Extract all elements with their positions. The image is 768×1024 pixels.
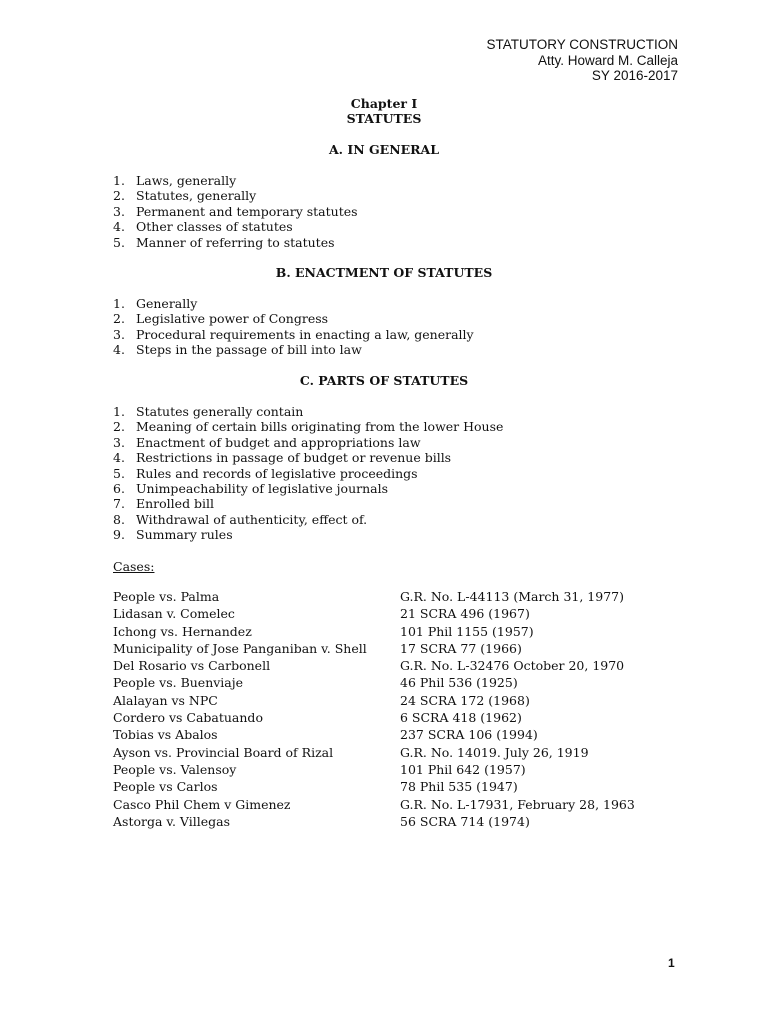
case-citation: 56 SCRA 714 (1974) bbox=[400, 813, 530, 829]
table-row bbox=[113, 588, 703, 605]
list-item-number: 5. bbox=[113, 234, 125, 250]
list-item-text: Unimpeachability of legislative journals bbox=[136, 481, 389, 497]
table-row bbox=[113, 640, 703, 657]
table-row bbox=[113, 692, 703, 709]
list-item-text: Steps in the passage of bill into law bbox=[136, 342, 362, 358]
list-item-text: Rules and records of legislative proceedings bbox=[136, 465, 418, 481]
case-citation: G.R. No. L-44113 (March 31, 1977) bbox=[400, 589, 624, 604]
cases-label: Cases: bbox=[113, 559, 155, 574]
list-item-number: 6. bbox=[113, 481, 125, 497]
list-item bbox=[113, 296, 474, 311]
list-item-text: Restrictions in passage of budget or revenue bills bbox=[136, 450, 452, 466]
table-row bbox=[113, 623, 703, 640]
list-item-text: Permanent and temporary statutes bbox=[136, 203, 358, 219]
table-row bbox=[113, 605, 703, 622]
case-name: Tobias vs Abalos bbox=[113, 727, 218, 743]
list-item-number: 4. bbox=[113, 450, 125, 466]
case-name: Municipality of Jose Panganiban v. Shell bbox=[113, 640, 367, 656]
case-name: Cordero vs Cabatuando bbox=[113, 710, 263, 726]
list-item-number: 1. bbox=[113, 404, 125, 419]
section-heading-b: B. ENACTMENT OF STATUTES bbox=[275, 265, 493, 280]
case-citation: 17 SCRA 77 (1966) bbox=[400, 640, 522, 656]
school-year: SY 2016-2017 bbox=[591, 68, 678, 83]
list-item bbox=[113, 311, 474, 326]
case-name: People vs. Valensoy bbox=[113, 761, 237, 777]
list-item-text: Other classes of statutes bbox=[136, 219, 293, 235]
case-name: People vs. Palma bbox=[113, 589, 220, 604]
list-item-text: Procedural requirements in enacting a law, generally bbox=[136, 326, 474, 342]
case-citation: G.R. No. 14019. July 26, 1919 bbox=[400, 744, 589, 760]
list-item-text: Withdrawal of authenticity, effect of. bbox=[136, 511, 368, 527]
list-item bbox=[113, 188, 358, 203]
list-item-text: Statutes generally contain bbox=[136, 404, 304, 419]
case-citation: G.R. No. L-17931, February 28, 1963 bbox=[400, 796, 635, 812]
section-heading-a: A. IN GENERAL bbox=[328, 142, 440, 157]
cases-table bbox=[113, 588, 703, 830]
case-name: Ichong vs. Hernandez bbox=[113, 623, 252, 639]
list-item-text: Enrolled bill bbox=[136, 496, 215, 512]
chapter-title: STATUTES bbox=[346, 111, 422, 126]
section-a-list bbox=[113, 173, 358, 250]
table-row bbox=[113, 778, 703, 795]
case-citation: 101 Phil 642 (1957) bbox=[400, 761, 526, 777]
course-title: STATUTORY CONSTRUCTION bbox=[486, 37, 678, 52]
case-citation: G.R. No. L-32476 October 20, 1970 bbox=[400, 658, 625, 674]
case-citation: 21 SCRA 496 (1967) bbox=[400, 606, 530, 622]
case-name: Casco Phil Chem v Gimenez bbox=[113, 796, 291, 812]
section-b-list bbox=[113, 296, 474, 358]
list-item-number: 1. bbox=[113, 173, 125, 188]
list-item-number: 4. bbox=[113, 219, 125, 235]
case-name: Lidasan v. Comelec bbox=[113, 606, 235, 622]
case-citation: 237 SCRA 106 (1994) bbox=[400, 727, 538, 743]
case-name: People vs Carlos bbox=[113, 779, 218, 795]
table-row bbox=[113, 796, 703, 813]
table-row bbox=[113, 657, 703, 674]
list-item bbox=[113, 204, 358, 219]
list-item bbox=[113, 466, 503, 481]
list-item-number: 1. bbox=[113, 296, 125, 311]
list-item-number: 3. bbox=[113, 326, 125, 342]
list-item bbox=[113, 481, 503, 496]
case-citation: 24 SCRA 172 (1968) bbox=[400, 692, 530, 708]
case-citation: 101 Phil 1155 (1957) bbox=[400, 623, 534, 639]
list-item-number: 2. bbox=[113, 311, 125, 327]
chapter-label: Chapter I bbox=[350, 96, 418, 111]
list-item-number: 8. bbox=[113, 511, 125, 527]
table-row bbox=[113, 674, 703, 691]
case-name: Astorga v. Villegas bbox=[113, 813, 230, 829]
list-item bbox=[113, 419, 503, 434]
case-name: Ayson vs. Provincial Board of Rizal bbox=[113, 744, 334, 760]
list-item bbox=[113, 512, 503, 527]
list-item-number: 7. bbox=[113, 496, 125, 512]
list-item bbox=[113, 342, 474, 357]
case-name: People vs. Buenviaje bbox=[113, 675, 244, 691]
list-item-text: Summary rules bbox=[136, 527, 233, 543]
section-c-list bbox=[113, 404, 503, 543]
case-name: Del Rosario vs Carbonell bbox=[113, 658, 271, 674]
list-item bbox=[113, 435, 503, 450]
list-item bbox=[113, 235, 358, 250]
document-header bbox=[486, 37, 678, 84]
list-item-number: 2. bbox=[113, 188, 125, 204]
list-item-text: Statutes, generally bbox=[136, 188, 257, 204]
list-item bbox=[113, 404, 503, 419]
list-item-text: Legislative power of Congress bbox=[136, 311, 329, 327]
list-item bbox=[113, 327, 474, 342]
list-item-number: 4. bbox=[113, 342, 125, 358]
case-citation: 78 Phil 535 (1947) bbox=[400, 779, 518, 795]
table-row bbox=[113, 813, 703, 830]
list-item bbox=[113, 173, 358, 188]
table-row bbox=[113, 761, 703, 778]
list-item bbox=[113, 527, 503, 542]
case-citation: 46 Phil 536 (1925) bbox=[400, 675, 518, 691]
table-row bbox=[113, 709, 703, 726]
list-item bbox=[113, 219, 358, 234]
list-item-text: Meaning of certain bills originating from the lower House bbox=[136, 419, 504, 435]
list-item-number: 9. bbox=[113, 527, 125, 543]
list-item-number: 5. bbox=[113, 465, 125, 481]
list-item bbox=[113, 496, 503, 511]
list-item-number: 3. bbox=[113, 434, 125, 450]
section-heading-c: C. PARTS OF STATUTES bbox=[299, 373, 469, 388]
list-item-number: 2. bbox=[113, 419, 125, 435]
list-item-text: Manner of referring to statutes bbox=[136, 234, 335, 250]
table-row bbox=[113, 726, 703, 743]
list-item-number: 3. bbox=[113, 203, 125, 219]
table-row bbox=[113, 744, 703, 761]
list-item bbox=[113, 450, 503, 465]
case-name: Alalayan vs NPC bbox=[113, 692, 218, 708]
list-item-text: Enactment of budget and appropriations law bbox=[136, 434, 421, 450]
page-number: 1 bbox=[668, 956, 675, 970]
list-item-text: Generally bbox=[136, 296, 198, 311]
case-citation: 6 SCRA 418 (1962) bbox=[400, 710, 522, 726]
instructor-name: Atty. Howard M. Calleja bbox=[537, 52, 678, 68]
list-item-text: Laws, generally bbox=[136, 173, 237, 188]
